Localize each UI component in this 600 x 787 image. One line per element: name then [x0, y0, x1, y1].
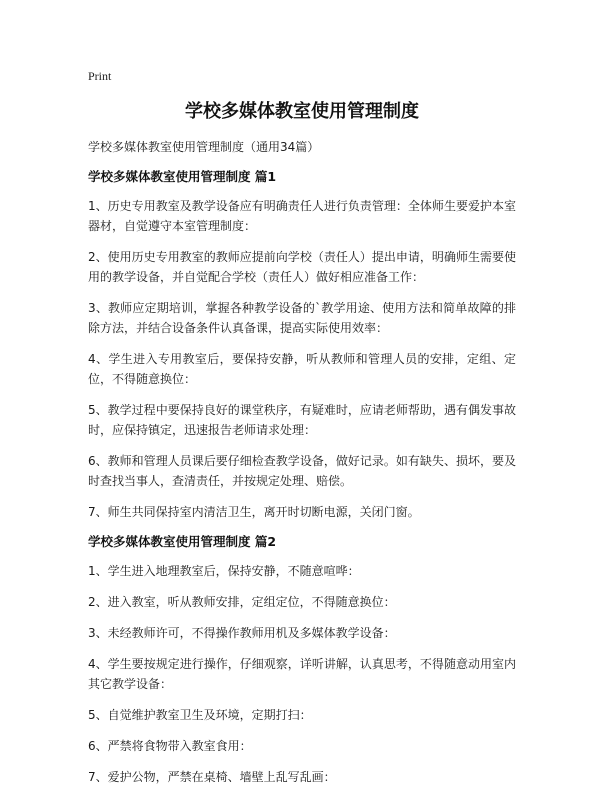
- paragraph: 3、教师应定期培训，掌握各种教学设备的`教学用途、使用方法和简单故障的排除方法，并结合设备条件认真备课，提高实际使用效率：: [88, 301, 516, 335]
- paragraph: 6、严禁将食物带入教室食用：: [88, 739, 252, 753]
- paragraph: 7、爱护公物，严禁在桌椅、墙壁上乱写乱画：: [88, 770, 336, 784]
- paragraph: 4、学生要按规定进行操作，仔细观察，详听讲解，认真思考，不得随意动用室内其它教学设备：: [88, 657, 516, 691]
- paragraph: 6、教师和管理人员课后要仔细检查教学设备，做好记录。如有缺失、损坏，要及时查找当事人，查清责任，并按规定处理、赔偿。: [88, 454, 516, 488]
- paragraph: 7、师生共同保持室内清洁卫生，离开时切断电源，关闭门窗。: [88, 505, 420, 519]
- page-title: 学校多媒体教室使用管理制度: [185, 101, 419, 122]
- document-subtitle: 学校多媒体教室使用管理制度（通用34篇）: [88, 140, 320, 154]
- paragraph: 3、未经教师许可，不得操作教师用机及多媒体教学设备：: [88, 626, 396, 640]
- paragraph: 1、历史专用教室及教学设备应有明确责任人进行负责管理：全体师生要爱护本室器材，自觉遵守本室管理制度：: [88, 199, 516, 233]
- paragraph: 5、自觉维护教室卫生及环境，定期打扫：: [88, 708, 312, 722]
- paragraph: 2、进入教室，听从教师安排，定组定位，不得随意换位：: [88, 595, 396, 609]
- paragraph: 5、教学过程中要保持良好的课堂秩序，有疑难时，应请老师帮助，遇有偶发事故时，应保持镇定，迅速报告老师请求处理：: [88, 403, 516, 437]
- section-1: [88, 168, 516, 522]
- section-heading: 学校多媒体教室使用管理制度 篇1: [88, 169, 277, 184]
- section-2: [88, 533, 516, 787]
- print-label[interactable]: Print: [88, 69, 112, 83]
- section-heading: 学校多媒体教室使用管理制度 篇2: [88, 534, 277, 549]
- paragraph: 1、学生进入地理教室后，保持安静，不随意喧哗：: [88, 564, 360, 578]
- paragraph: 4、学生进入专用教室后，要保持安静，听从教师和管理人员的安排，定组、定位，不得随意换位：: [88, 352, 516, 386]
- paragraph: 2、使用历史专用教室的教师应提前向学校（责任人）提出申请，明确师生需要使用的教学设备，并自觉配合学校（责任人）做好相应准备工作：: [88, 250, 516, 284]
